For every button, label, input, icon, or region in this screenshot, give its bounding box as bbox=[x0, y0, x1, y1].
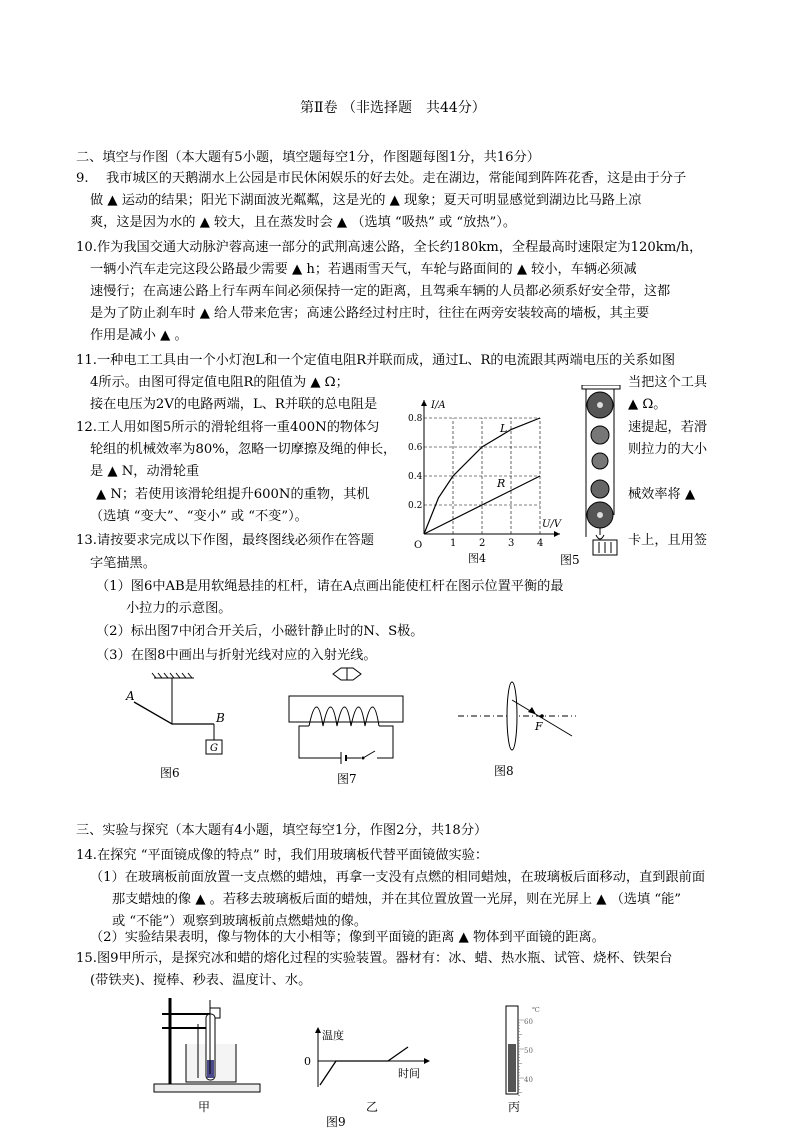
q13-sub1b: 小拉力的示意图。 bbox=[126, 601, 232, 616]
q13-line2: 字笔描黑。 bbox=[90, 556, 156, 571]
chart-grid bbox=[424, 418, 540, 534]
hook bbox=[596, 528, 604, 539]
thermometer-liquid bbox=[508, 1044, 516, 1092]
ceiling-beam bbox=[582, 385, 620, 389]
convex-lens bbox=[507, 682, 517, 750]
iron-core bbox=[289, 696, 403, 722]
stand-base bbox=[154, 1084, 260, 1092]
q14-line1: 14.在探究 “平面镜成像的特点” 时，我们用玻璃板代替平面镜做实验： bbox=[76, 848, 489, 863]
figure-8-caption: 图8 bbox=[494, 764, 514, 778]
focus-point bbox=[540, 714, 544, 718]
q12-line2b: 则拉力的大小 bbox=[628, 442, 708, 457]
label-B: B bbox=[216, 711, 225, 725]
q15-line2: (带铁夹)、搅棒、秒表、温度计、水。 bbox=[90, 973, 312, 988]
figure-4-caption: 图4 bbox=[468, 552, 486, 565]
origin-label: O bbox=[414, 540, 423, 551]
moving-pulley-axle bbox=[597, 512, 603, 518]
temp-axis-arrow bbox=[315, 1027, 321, 1033]
wire-right bbox=[377, 726, 393, 758]
q11-line2b: 当把这个工具 bbox=[628, 375, 708, 390]
q14-line2: （1）在玻璃板前面放置一支点燃的蜡烛，再拿一支没有点燃的相同蜡烛，在玻璃板后面移动，直到跟前面 bbox=[90, 870, 706, 885]
temp-label: 温度 bbox=[322, 1029, 344, 1042]
q13-sub2: （2）标出图7中闭合开关后，小磁针静止时的N、S极。 bbox=[96, 624, 424, 639]
x-tick-label: 3 bbox=[508, 538, 515, 549]
ceiling-hatch bbox=[152, 673, 192, 678]
y-axis-label: I/A bbox=[431, 400, 446, 411]
pulley-4 bbox=[591, 480, 609, 498]
pulley-2 bbox=[591, 426, 609, 444]
q10-line4: 是为了防止刹车时 ▲ 给人带来危害；高速公路经过村庄时，往往在两旁安装较高的墙板，其主要 bbox=[90, 306, 650, 321]
celsius-unit: ℃ bbox=[532, 1006, 540, 1014]
q12-line4b: 械效率将 ▲ bbox=[628, 487, 696, 502]
q9-line3: 爽，这是因为水的 ▲ 较大，且在蒸发时会 ▲ （选填 “吸热” 或 “放热”）。 bbox=[90, 215, 517, 230]
melting-curve bbox=[320, 1047, 408, 1085]
q12-line1b: 速提起，若滑 bbox=[628, 420, 708, 435]
ray-arrow bbox=[528, 707, 536, 714]
q9-line2: 做 ▲ 运动的结果；阳光下湖面波光粼粼，这是光的 ▲ 现象；夏天可明显感觉到湖边比马路上凉 bbox=[90, 193, 642, 208]
y-tick-label: 0.6 bbox=[408, 443, 423, 453]
figure-6-lever bbox=[120, 672, 240, 764]
wire-left bbox=[299, 726, 341, 758]
y-tick-label: 0.8 bbox=[408, 414, 423, 424]
time-label: 时间 bbox=[398, 1067, 420, 1080]
q13-sub1: （1）图6中AB是用软绳悬挂的杠杆，请在A点画出能使杠杆在图示位置平衡的最 bbox=[96, 579, 564, 594]
q14-line3: 那支蜡烛的像 ▲ 。若移去玻璃板后面的蜡烛，并在其位置放置一光屏，则在光屏上 ▲ （选填 “能” bbox=[112, 892, 682, 907]
label-G: G bbox=[210, 743, 218, 754]
q12-line5: （选填 “变大”、“变小” 或 “不变”）。 bbox=[90, 509, 308, 524]
fixed-pulley-axle bbox=[597, 402, 603, 408]
figure-4-chart bbox=[400, 396, 565, 568]
time-axis-arrow bbox=[424, 1058, 430, 1064]
q10-line5: 作用是减小 ▲ 。 bbox=[90, 328, 188, 343]
figure-9a-caption: 甲 bbox=[198, 1100, 211, 1114]
figure-9c-thermometer bbox=[498, 1002, 548, 1098]
tick-label-40: 40 bbox=[524, 1076, 533, 1084]
q13-line1b: 卡上，且用签 bbox=[628, 533, 708, 548]
tick-label-60: 60 bbox=[524, 1018, 533, 1026]
figure-6-caption: 图6 bbox=[160, 766, 180, 780]
section2-header: 二、填空与作图（本大题有5小题，填空题每空1分，作图题每图1分，共16分） bbox=[76, 150, 540, 165]
tick-label-50: 50 bbox=[524, 1047, 533, 1055]
y-tick-label: 0.2 bbox=[408, 501, 423, 511]
figure-9a-apparatus bbox=[150, 994, 270, 1098]
zero-label: 0 bbox=[304, 1055, 311, 1068]
label-A: A bbox=[126, 689, 135, 703]
q11-line3a: 接在电压为2V的电路两端，L、R并联的总电阻是 bbox=[90, 397, 378, 412]
q12-line3: 是 ▲ N，动滑轮重 bbox=[90, 464, 200, 479]
q14-line4: 或 “不能”）观察到玻璃板前点燃蜡烛的像。 bbox=[112, 914, 368, 929]
figure-5-caption: 图5 bbox=[560, 553, 580, 567]
figure-7-solenoid bbox=[285, 664, 410, 774]
figure-8-lens bbox=[456, 676, 581, 758]
figure-9b-graph bbox=[300, 1025, 435, 1095]
q12-line1a: 12.工人用如图5所示的滑轮组将一重400N的物体匀 bbox=[76, 420, 380, 435]
q14-line5: （2）实验结果表明，像与物体的大小相等；像到平面镜的距离 ▲ 物体到平面镜的距离。 bbox=[90, 930, 605, 945]
q13-line1a: 13.请按要求完成以下作图，最终图线必须作在答题 bbox=[76, 533, 374, 548]
figure-7-caption: 图7 bbox=[337, 772, 357, 786]
figure-5-pulley bbox=[568, 385, 630, 570]
q10-line1: 10.作为我国交通大动脉沪蓉高速一部分的武荆高速公路，全长约180km，全程最高时速限定为120km/h， bbox=[76, 240, 703, 255]
section3-header: 三、实验与探究（本大题有4小题，填空每空1分，作图2分，共18分） bbox=[76, 823, 488, 838]
q11-line2a: 4所示。由图可得定值电阻R的阻值为 ▲ Ω； bbox=[90, 375, 349, 390]
q11-line3b: ▲ Ω。 bbox=[628, 397, 667, 412]
q12-line2a: 轮组的机械效率为80%，忽略一切摩擦及绳的伸长， bbox=[90, 442, 397, 457]
q11-line1: 11.一种电工工具由一个小灯泡L和一个定值电阻R并联而成，通过L、R的电流跟其两端电压的关系如图 bbox=[76, 353, 676, 368]
q13-sub3: （3）在图8中画出与折射光线对应的入射光线。 bbox=[96, 648, 377, 663]
switch-blade bbox=[363, 751, 375, 758]
series-R-label: R bbox=[497, 477, 506, 490]
series-L-label: L bbox=[500, 422, 508, 435]
x-tick-label: 1 bbox=[450, 538, 457, 549]
figure-9b-caption: 乙 bbox=[366, 1100, 379, 1114]
q15-line1: 15.图9甲所示，是探究冰和蜡的熔化过程的实验装置。器材有：冰、蜡、热水瓶、试管、烧杯、铁架台 bbox=[76, 951, 673, 966]
x-tick-label: 2 bbox=[479, 538, 486, 549]
lever-AB bbox=[134, 702, 214, 724]
q9-line1: 9. 我市城区的天鹅湖水上公园是市民休闲娱乐的好去处。走在湖边，常能闻到阵阵花香，这是由于分子 bbox=[76, 171, 687, 186]
label-F: F bbox=[535, 720, 543, 733]
q10-line2: 一辆小汽车走完这段公路最少需要 ▲ h；若遇雨雪天气，车轮与路面间的 ▲ 较小，车辆必须减 bbox=[90, 262, 637, 277]
part-title: 第Ⅱ卷 （非选择题 共44分） bbox=[300, 100, 486, 116]
y-axis-arrow bbox=[421, 400, 427, 406]
x-axis-arrow bbox=[554, 531, 560, 537]
pulley-3 bbox=[592, 453, 608, 469]
q10-line3: 速慢行；在高速公路上行车两车间必须保持一定的距离，且驾乘车辆的人员都必须系好安全带，这都 bbox=[90, 284, 671, 299]
figure-9c-caption: 丙 bbox=[508, 1100, 521, 1114]
q12-line4a: ▲ N；若使用该滑轮组提升600N的重物，其机 bbox=[96, 487, 370, 502]
y-tick-label: 0.4 bbox=[408, 472, 423, 482]
figure-9-caption: 图9 bbox=[326, 1115, 346, 1129]
x-tick-label: 4 bbox=[537, 538, 544, 549]
x-axis-label: U/V bbox=[542, 519, 562, 530]
